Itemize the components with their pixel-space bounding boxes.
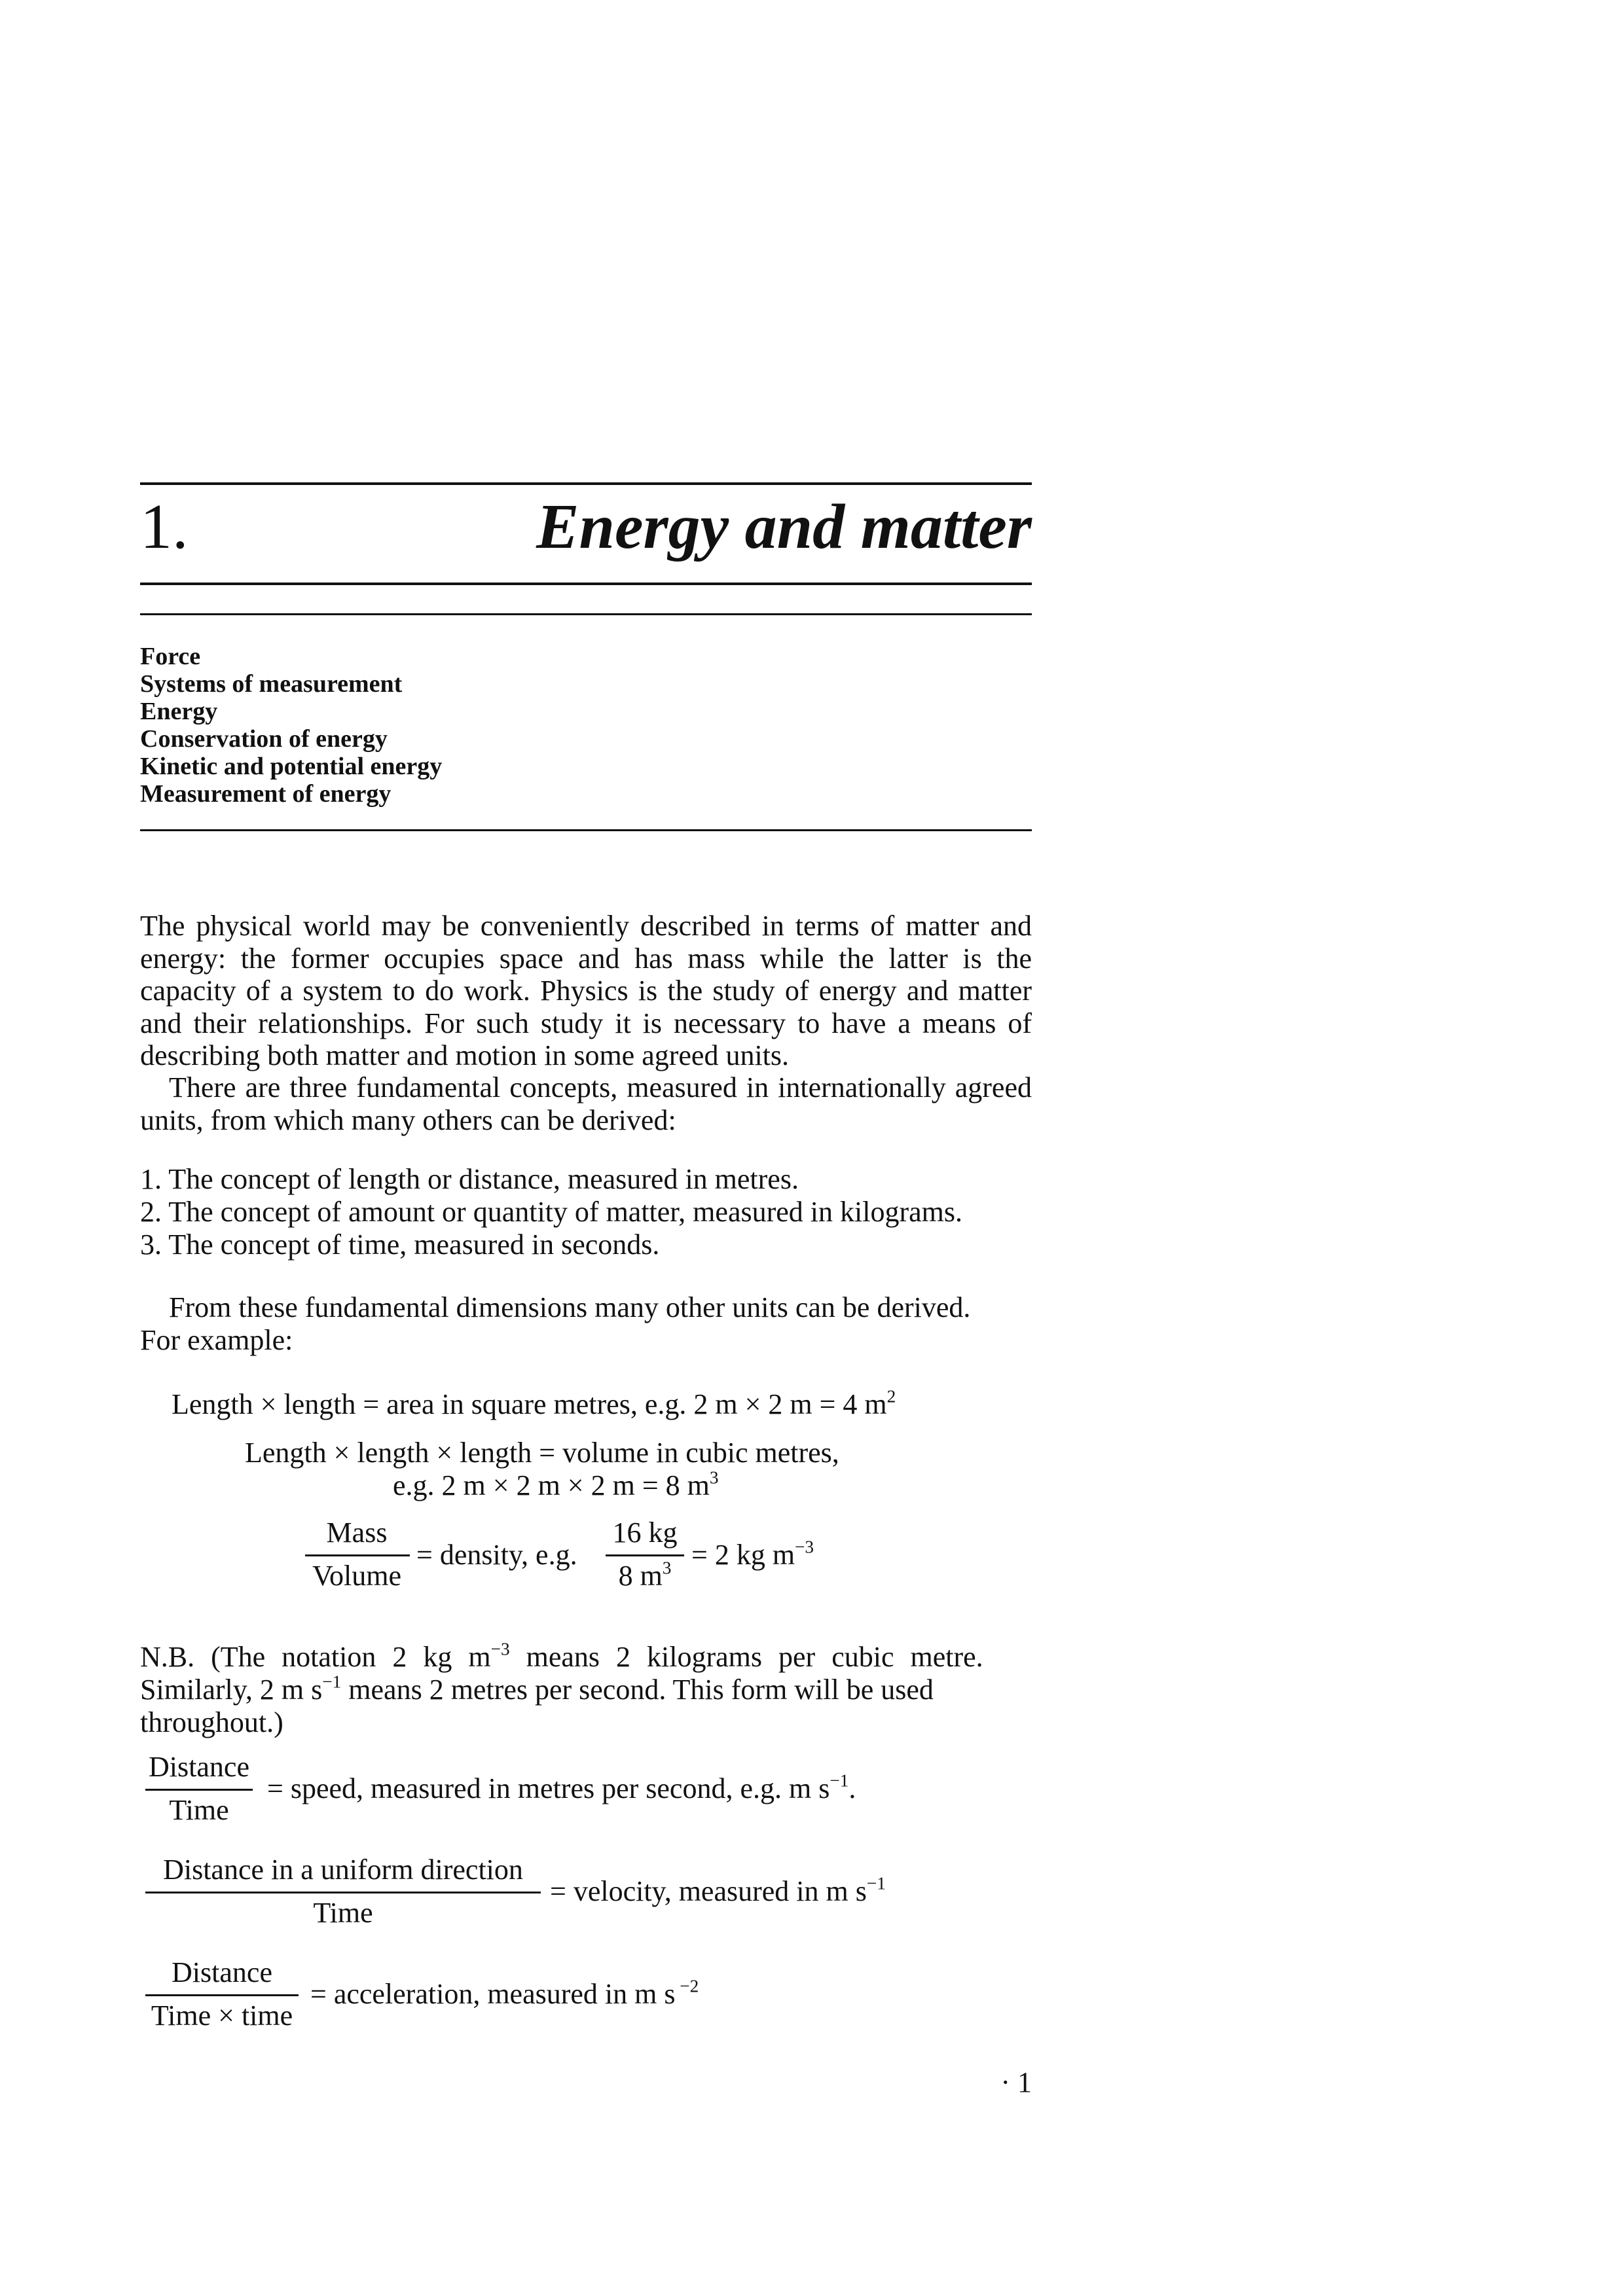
density-example-den-text: 8 m	[618, 1560, 663, 1592]
notation-line-2b: means 2 metres per second. This form will be used	[341, 1674, 934, 1706]
contents-top-rule	[140, 613, 1032, 615]
intro-paragraph-1: The physical world may be conveniently described in terms of matter and energy: the former occupies space and has mass while the latter is the capacity of a system to do work. Physics is the study of energy and matter and their relationships. For such study it is necessary to have a means of describing both matter and motion in some agreed units.	[140, 910, 1032, 1071]
volume-exponent: 3	[709, 1467, 719, 1488]
acceleration-definition-text: = acceleration, measured in m s	[310, 1978, 676, 2010]
velocity-numerator: Distance in a uniform direction	[163, 1854, 523, 1886]
density-example-bar	[606, 1554, 684, 1556]
chapter-title: Energy and matter	[536, 492, 1032, 562]
intro-paragraph-2: There are three fundamental concepts, measured in internationally agreed units, from which many others can be derived:	[140, 1071, 1032, 1136]
velocity-denominator: Time	[313, 1897, 373, 1929]
density-example-den-exponent: 3	[662, 1558, 672, 1578]
notation-line-1b: means 2 kilograms per cubic metre.	[509, 1641, 983, 1673]
density-result	[691, 1537, 814, 1571]
speed-definition	[267, 1770, 856, 1804]
notation-line-2a: Similarly, 2 m s	[140, 1674, 323, 1706]
density-fraction-bar	[305, 1554, 410, 1556]
acceleration-fraction-bar	[145, 1994, 299, 1996]
volume-example-text: e.g. 2 m × 2 m × 2 m = 8 m	[393, 1469, 710, 1501]
notation-line-1	[140, 1639, 1032, 1673]
contents-list	[140, 643, 442, 808]
density-example-denominator	[606, 1558, 684, 1592]
header-bottom-rule	[140, 583, 1032, 585]
contents-item: Systems of measurement	[140, 670, 403, 698]
concept-item-3: 3. The concept of time, measured in seconds.	[140, 1229, 660, 1261]
speed-exponent: −1	[830, 1770, 849, 1791]
notation-line-3: throughout.)	[140, 1706, 283, 1738]
density-denominator: Volume	[312, 1560, 402, 1592]
speed-definition-end: .	[848, 1772, 856, 1804]
acceleration-numerator: Distance	[172, 1956, 272, 1988]
speed-fraction-bar	[145, 1789, 253, 1791]
velocity-fraction-bar	[145, 1892, 541, 1893]
density-label: = density, e.g.	[416, 1539, 577, 1571]
notation-line-2-exponent: −1	[322, 1672, 342, 1692]
speed-definition-text: = speed, measured in metres per second, e.g. m s	[267, 1772, 830, 1804]
density-numerator: Mass	[326, 1516, 388, 1549]
derived-intro-line-2: For example:	[140, 1324, 293, 1356]
acceleration-exponent: −2	[675, 1976, 699, 1996]
contents-item: Energy	[140, 698, 218, 725]
area-exponent: 2	[886, 1386, 896, 1407]
contents-bottom-rule	[140, 829, 1032, 831]
derived-intro-line-1: From these fundamental dimensions many other units can be derived.	[169, 1291, 971, 1323]
contents-item: Force	[140, 643, 201, 670]
speed-numerator: Distance	[149, 1751, 249, 1783]
density-example-numerator: 16 kg	[612, 1516, 678, 1549]
notation-line-2	[140, 1672, 934, 1706]
contents-item: Measurement of energy	[140, 780, 392, 808]
header-top-rule	[140, 482, 1032, 485]
contents-item: Kinetic and potential energy	[140, 753, 443, 780]
volume-example-line-1: Length × length × length = volume in cubic metres,	[245, 1437, 839, 1469]
acceleration-definition	[310, 1976, 699, 2010]
velocity-definition	[550, 1873, 886, 1907]
velocity-exponent: −1	[866, 1873, 886, 1893]
area-example-text: Length × length = area in square metres, e.g. 2 m × 2 m = 4 m	[172, 1388, 887, 1420]
contents-item: Conservation of energy	[140, 725, 388, 753]
concept-item-2: 2. The concept of amount or quantity of matter, measured in kilograms.	[140, 1196, 962, 1228]
area-example	[172, 1386, 896, 1420]
velocity-definition-text: = velocity, measured in m s	[550, 1875, 867, 1907]
notation-line-1a: N.B. (The notation 2 kg m	[140, 1641, 491, 1673]
chapter-number: 1.	[140, 492, 189, 562]
speed-denominator: Time	[169, 1794, 229, 1826]
concept-item-1: 1. The concept of length or distance, measured in metres.	[140, 1163, 799, 1195]
density-result-text: = 2 kg m	[691, 1539, 795, 1571]
notation-line-1-exponent: −3	[490, 1639, 510, 1659]
density-result-exponent: −3	[795, 1537, 814, 1557]
page-number: · 1	[1000, 2066, 1032, 2098]
volume-example-line-2	[393, 1467, 719, 1501]
acceleration-denominator: Time × time	[151, 2000, 293, 2032]
